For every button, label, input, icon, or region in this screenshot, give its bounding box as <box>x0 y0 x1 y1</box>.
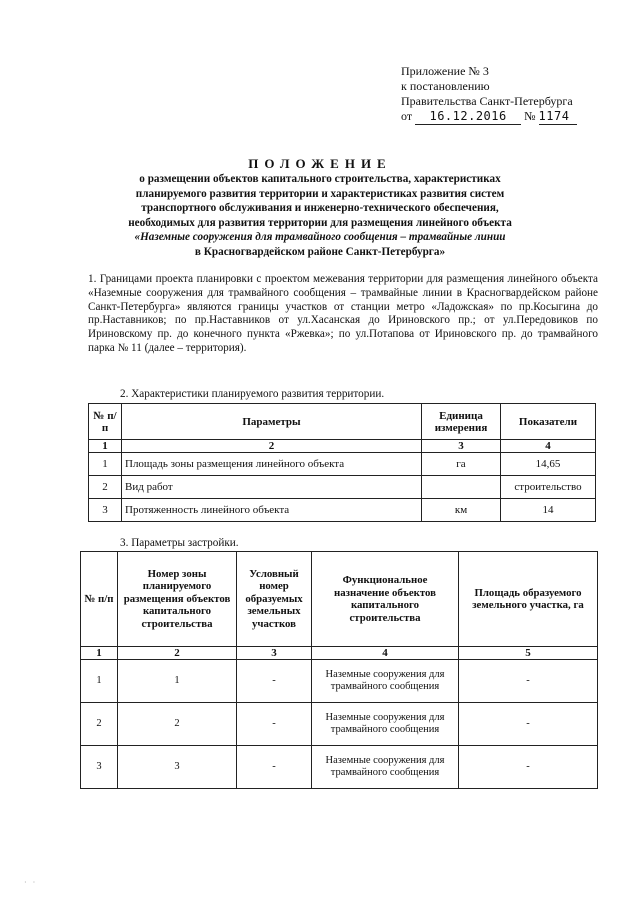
row-area: - <box>459 703 598 746</box>
col-number-5: 5 <box>459 647 598 660</box>
subtitle-line-4: необходимых для развития территории для размещения линейного объекта <box>128 216 512 229</box>
row-number: 2 <box>81 703 118 746</box>
section-3-heading: 3. Параметры застройки. <box>120 537 239 549</box>
column-number-row <box>89 440 596 453</box>
table-row <box>89 499 596 522</box>
col-header-number: № п/п <box>89 404 122 440</box>
row-value: строительство <box>501 476 596 499</box>
subtitle-line-5: «Наземные сооружения для трамвайного сообщения – трамвайные линии <box>134 231 506 244</box>
row-unit: км <box>422 499 501 522</box>
row-number: 3 <box>89 499 122 522</box>
date-prefix: от <box>401 109 413 123</box>
row-value: 14 <box>501 499 596 522</box>
row-parameter: Площадь зоны размещения линейного объекта <box>122 453 422 476</box>
column-number-row <box>81 647 598 660</box>
col-header-zone: Номер зоны планируемого размещения объектов капитального строительства <box>118 552 237 647</box>
subtitle-line-6: в Красногвардейском районе Санкт-Петербурга» <box>194 245 446 258</box>
col-header-parameters: Параметры <box>122 404 422 440</box>
row-number: 2 <box>89 476 122 499</box>
row-purpose: Наземные сооружения для трамвайного сообщения <box>312 703 459 746</box>
table-row <box>89 476 596 499</box>
col-header-unit: Единица измерения <box>422 404 501 440</box>
paragraph-1: 1. Границами проекта планировки с проектом межевания территории для размещения линейного объекта «Наземные сооружения для трамвайного сообщения – трамвайные линии в Красногвардейском районе Санкт-Петербурга» являются границы участков от станции метро «Ладожская» по пр.Косыгина до пр.Наставников; по пр.Наставников от ул.Хасанская до Ириновского пр.; от ул.Передовиков по Ириновскому пр. до конечного пункта «Ржевка»; по ул.Потапова от Ириновского пр. до трамвайного парка № 11 (далее – территория). <box>88 273 598 354</box>
decree-date: 16.12.2016 <box>415 109 521 125</box>
row-zone: 1 <box>118 660 237 703</box>
row-parameter: Протяженность линейного объекта <box>122 499 422 522</box>
subtitle-line-1: о размещении объектов капитального строительства, характеристиках <box>139 173 501 185</box>
row-parameter: Вид работ <box>122 476 422 499</box>
col-number-3: 3 <box>422 440 501 453</box>
building-parameters-table <box>80 551 598 789</box>
scan-speck: · · <box>24 878 38 887</box>
row-purpose: Наземные сооружения для трамвайного сообщения <box>312 746 459 789</box>
decree-number: 1174 <box>539 109 577 125</box>
col-number-1: 1 <box>81 647 118 660</box>
col-header-plot: Условный номер образуемых земельных участков <box>237 552 312 647</box>
col-number-2: 2 <box>122 440 422 453</box>
subtitle-line-2: планируемого развития территории и характеристиках развития систем <box>135 187 505 200</box>
appendix-date-line <box>401 109 577 125</box>
appendix-authority: Правительства Санкт-Петербурга <box>401 94 573 108</box>
col-header-purpose: Функциональное назначение объектов капитального строительства <box>312 552 459 647</box>
appendix-reference: к постановлению <box>401 79 490 93</box>
row-unit <box>422 476 501 499</box>
table-row <box>81 746 598 789</box>
subtitle-line-3: транспортного обслуживания и инженерно-технического обеспечения, <box>141 202 499 215</box>
col-number-2: 2 <box>118 647 237 660</box>
table-header-row <box>81 552 598 647</box>
row-plot: - <box>237 703 312 746</box>
table-row <box>81 660 598 703</box>
col-header-number: № п/п <box>81 552 118 647</box>
row-zone: 3 <box>118 746 237 789</box>
row-zone: 2 <box>118 703 237 746</box>
section-2-heading: 2. Характеристики планируемого развития территории. <box>120 388 385 400</box>
col-header-area: Площадь образуемого земельного участка, га <box>459 552 598 647</box>
row-number: 3 <box>81 746 118 789</box>
col-number-3: 3 <box>237 647 312 660</box>
col-number-4: 4 <box>501 440 596 453</box>
col-number-1: 1 <box>89 440 122 453</box>
row-area: - <box>459 660 598 703</box>
row-purpose: Наземные сооружения для трамвайного сообщения <box>312 660 459 703</box>
table-row <box>89 453 596 476</box>
row-number: 1 <box>89 453 122 476</box>
row-unit: га <box>422 453 501 476</box>
col-number-4: 4 <box>312 647 459 660</box>
table-header-row <box>89 404 596 440</box>
table-row <box>81 703 598 746</box>
appendix-title: Приложение № 3 <box>401 64 489 78</box>
number-prefix: № <box>524 109 536 123</box>
row-plot: - <box>237 660 312 703</box>
appendix-header <box>401 64 577 125</box>
document-title: ПОЛОЖЕНИЕ <box>248 156 392 171</box>
row-value: 14,65 <box>501 453 596 476</box>
development-characteristics-table <box>88 403 596 522</box>
col-header-values: Показатели <box>501 404 596 440</box>
document-subtitle <box>100 172 540 260</box>
row-area: - <box>459 746 598 789</box>
row-plot: - <box>237 746 312 789</box>
row-number: 1 <box>81 660 118 703</box>
